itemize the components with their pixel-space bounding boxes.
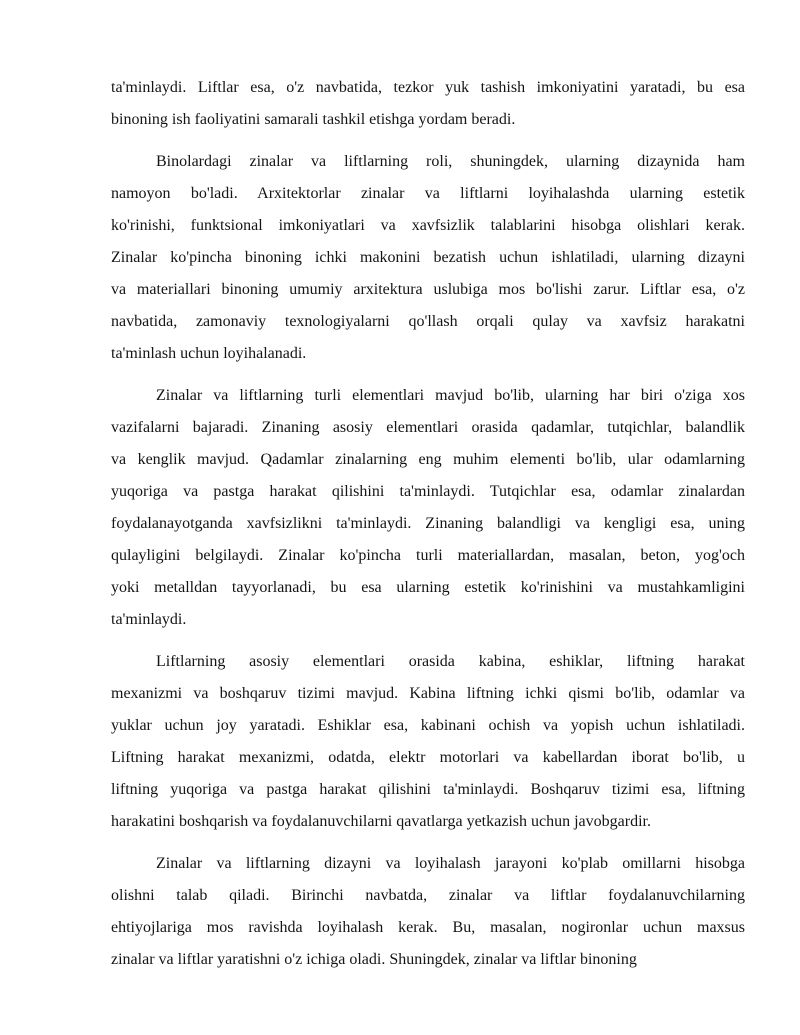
text-line: yuklar uchun joy yaratadi. Eshiklar esa, kabinani ochish va yopish uchun ishlatiladi. (111, 717, 745, 734)
text-line: olishni talab qiladi. Birinchi navbatda, zinalar va liftlar foydalanuvchilarning (111, 887, 745, 904)
paragraph (111, 646, 745, 838)
text-line: ehtiyojlariga mos ravishda loyihalash kerak. Bu, masalan, nogironlar uchun maxsus (111, 919, 745, 936)
text-line: navbatida, zamonaviy texnologiyalarni qo'llash orqali qulay va xavfsiz harakatni (111, 313, 745, 330)
text-line: va materiallari binoning umumiy arxitektura uslubiga mos bo'lishi zarur. Liftlar esa, o'z (111, 281, 745, 298)
text-line: qulayligini belgilaydi. Zinalar ko'pincha turli materiallardan, masalan, beton, yog'och (111, 547, 745, 564)
document-text-body (111, 72, 745, 976)
text-line: Zinalar va liftlarning dizayni va loyihalash jarayoni ko'plab omillarni hisobga (156, 855, 745, 872)
text-line: ta'minlash uchun loyihalanadi. (111, 345, 307, 362)
text-line: Liftning harakat mexanizmi, odatda, elektr motorlari va kabellardan iborat bo'lib, u (111, 749, 745, 766)
text-line: mexanizmi va boshqaruv tizimi mavjud. Kabina liftning ichki qismi bo'lib, odamlar va (111, 685, 745, 702)
text-line: yoki metalldan tayyorlanadi, bu esa ularning estetik ko'rinishini va mustahkamligini (111, 579, 745, 596)
text-line: Binolardagi zinalar va liftlarning roli, shuningdek, ularning dizaynida ham (156, 153, 745, 170)
paragraph (111, 848, 745, 976)
paragraph (111, 146, 745, 370)
text-line: liftning yuqoriga va pastga harakat qilishini ta'minlaydi. Boshqaruv tizimi esa, liftning (111, 781, 745, 798)
text-line: zinalar va liftlar yaratishni o'z ichiga oladi. Shuningdek, zinalar va liftlar binoning (111, 951, 637, 968)
text-line: namoyon bo'ladi. Arxitektorlar zinalar va liftlarni loyihalashda ularning estetik (111, 185, 745, 202)
text-line: va kenglik mavjud. Qadamlar zinalarning eng muhim elementi bo'lib, ular odamlarning (111, 451, 745, 468)
paragraph (111, 72, 745, 136)
text-line: Liftlarning asosiy elementlari orasida kabina, eshiklar, liftning harakat (156, 653, 745, 670)
text-line: Zinalar va liftlarning turli elementlari mavjud bo'lib, ularning har biri o'ziga xos (156, 387, 745, 404)
paragraph (111, 380, 745, 636)
text-line: Zinalar ko'pincha binoning ichki makonini bezatish uchun ishlatiladi, ularning dizayni (111, 249, 745, 266)
text-line: ko'rinishi, funktsional imkoniyatlari va xavfsizlik talablarini hisobga olishlari kerak. (111, 217, 745, 234)
text-line: yuqoriga va pastga harakat qilishini ta'minlaydi. Tutqichlar esa, odamlar zinalardan (111, 483, 745, 500)
text-line: vazifalarni bajaradi. Zinaning asosiy elementlari orasida qadamlar, tutqichlar, balandlik (111, 419, 745, 436)
text-line: foydalanayotganda xavfsizlikni ta'minlaydi. Zinaning balandligi va kengligi esa, uning (111, 515, 745, 532)
text-line: ta'minlaydi. (111, 611, 187, 628)
text-line: harakatini boshqarish va foydalanuvchilarni qavatlarga yetkazish uchun javobgardir. (111, 813, 651, 830)
text-line: binoning ish faoliyatini samarali tashkil etishga yordam beradi. (111, 111, 516, 128)
text-line: ta'minlaydi. Liftlar esa, o'z navbatida, tezkor yuk tashish imkoniyatini yaratadi, bu esa (111, 79, 745, 96)
